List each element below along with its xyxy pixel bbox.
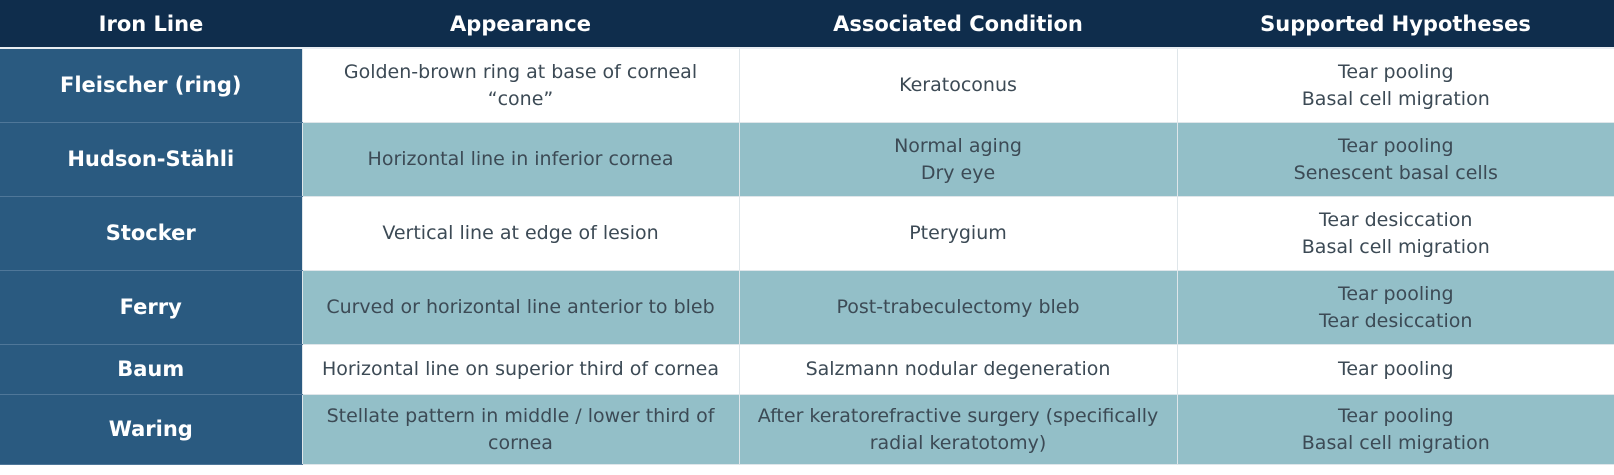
appearance-cell: Vertical line at edge of lesion — [302, 197, 739, 271]
hypothesis-text: Basal cell migration — [1301, 235, 1490, 258]
hypotheses-cell — [1177, 48, 1614, 123]
appearance-cell: Horizontal line in inferior cornea — [302, 123, 739, 197]
condition-cell — [739, 345, 1177, 395]
table-row — [0, 395, 1614, 465]
iron-line-name: Waring — [0, 395, 302, 465]
iron-line-name: Hudson-Stähli — [0, 123, 302, 197]
table-row — [0, 345, 1614, 395]
condition-cell — [739, 197, 1177, 271]
appearance-cell: Golden-brown ring at base of corneal “cone” — [302, 48, 739, 123]
hypothesis-text: Tear desiccation — [1319, 309, 1473, 332]
iron-line-name: Baum — [0, 345, 302, 395]
header-iron-line: Iron Line — [0, 0, 302, 48]
hypotheses-cell — [1177, 123, 1614, 197]
hypothesis-text: Tear desiccation — [1319, 208, 1473, 231]
appearance-cell: Curved or horizontal line anterior to bleb — [302, 271, 739, 345]
hypothesis-text: Senescent basal cells — [1293, 161, 1498, 184]
hypothesis-text: Tear pooling — [1337, 134, 1454, 157]
hypotheses-cell — [1177, 345, 1614, 395]
condition-text: Normal aging — [894, 134, 1022, 157]
hypothesis-text: Tear pooling — [1337, 358, 1454, 380]
condition-text: Pterygium — [909, 222, 1007, 244]
hypothesis-text: Basal cell migration — [1301, 431, 1490, 454]
iron-line-name: Stocker — [0, 197, 302, 271]
table-row — [0, 197, 1614, 271]
condition-text: Dry eye — [920, 161, 996, 184]
hypotheses-cell — [1177, 271, 1614, 345]
iron-line-name: Ferry — [0, 271, 302, 345]
hypothesis-text: Tear pooling — [1337, 60, 1454, 83]
hypotheses-cell — [1177, 197, 1614, 271]
table-row — [0, 48, 1614, 123]
header-associated-condition: Associated Condition — [739, 0, 1177, 48]
appearance-cell: Horizontal line on superior third of cornea — [302, 345, 739, 395]
hypotheses-cell — [1177, 395, 1614, 465]
table-row — [0, 271, 1614, 345]
table-header-row — [0, 0, 1614, 48]
condition-text: Salzmann nodular degeneration — [805, 358, 1111, 380]
condition-cell — [739, 395, 1177, 465]
condition-text: Post-trabeculectomy bleb — [836, 296, 1080, 318]
condition-cell — [739, 123, 1177, 197]
condition-text: Keratoconus — [899, 74, 1017, 96]
hypothesis-text: Tear pooling — [1337, 404, 1454, 427]
hypothesis-text: Basal cell migration — [1301, 87, 1490, 110]
condition-text: After keratorefractive surgery (specifically radial keratotomy) — [757, 404, 1159, 454]
appearance-cell: Stellate pattern in middle / lower third of cornea — [302, 395, 739, 465]
condition-cell — [739, 271, 1177, 345]
condition-cell — [739, 48, 1177, 123]
hypothesis-text: Tear pooling — [1337, 282, 1454, 305]
iron-line-name: Fleischer (ring) — [0, 48, 302, 123]
table-row — [0, 123, 1614, 197]
header-supported-hypotheses: Supported Hypotheses — [1177, 0, 1614, 48]
header-appearance: Appearance — [302, 0, 739, 48]
